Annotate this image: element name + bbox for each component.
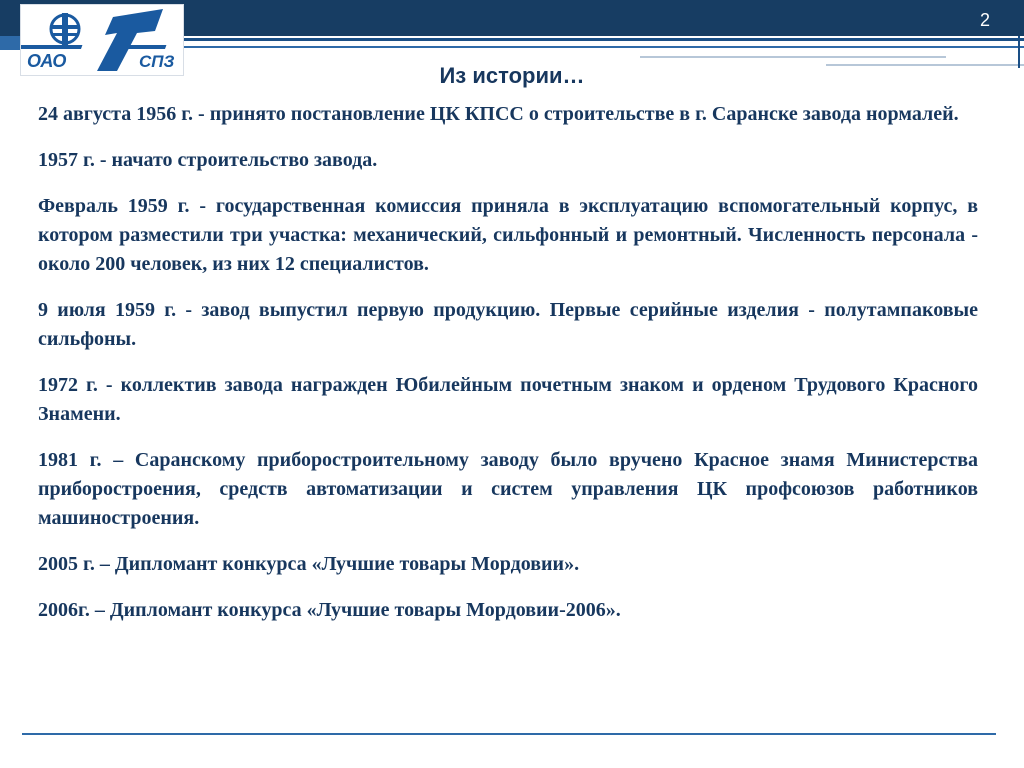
history-text — [38, 100, 978, 642]
logo-left-text: ОАО — [27, 51, 67, 71]
footer-rule — [22, 733, 996, 735]
history-paragraph: 1957 г. - начато строительство завода. — [38, 149, 378, 171]
slide-title: Из истории… — [439, 63, 585, 88]
history-paragraph: 1972 г. - коллектив завода награжден Юбилейным почетным знаком и орденом Трудового Красного Знамени. — [38, 374, 978, 425]
header-stripe — [182, 46, 1024, 48]
header-stripe — [640, 56, 946, 58]
history-paragraph: Февраль 1959 г. - государственная комиссия приняла в эксплуатацию вспомогательный корпус, в котором разместили три участка: механический, сильфонный и ремонтный. Численность персонала - около 200 человек, из них 12 специалистов. — [38, 195, 978, 275]
history-paragraph: 1981 г. – Саранскому приборостроительному заводу было вручено Красное знамя Министерства приборостроения, средств автоматизации и систем управления ЦК профсоюзов работников машиностроения. — [38, 449, 978, 529]
logo-right-text: СПЗ — [139, 52, 175, 71]
history-paragraph: 2006г. – Дипломант конкурса «Лучшие товары Мордовии-2006». — [38, 599, 621, 621]
page-number: 2 — [979, 10, 990, 30]
history-paragraph: 2005 г. – Дипломант конкурса «Лучшие товары Мордовии». — [38, 553, 580, 575]
header-stripe — [182, 38, 1024, 41]
header-left-stripe — [0, 36, 20, 50]
history-paragraph: 9 июля 1959 г. - завод выпустил первую продукцию. Первые серийные изделия - полутампаковые сильфоны. — [38, 299, 978, 350]
history-paragraph: 24 августа 1956 г. - принято постановление ЦК КПСС о строительстве в г. Саранске завода нормалей. — [38, 103, 959, 125]
